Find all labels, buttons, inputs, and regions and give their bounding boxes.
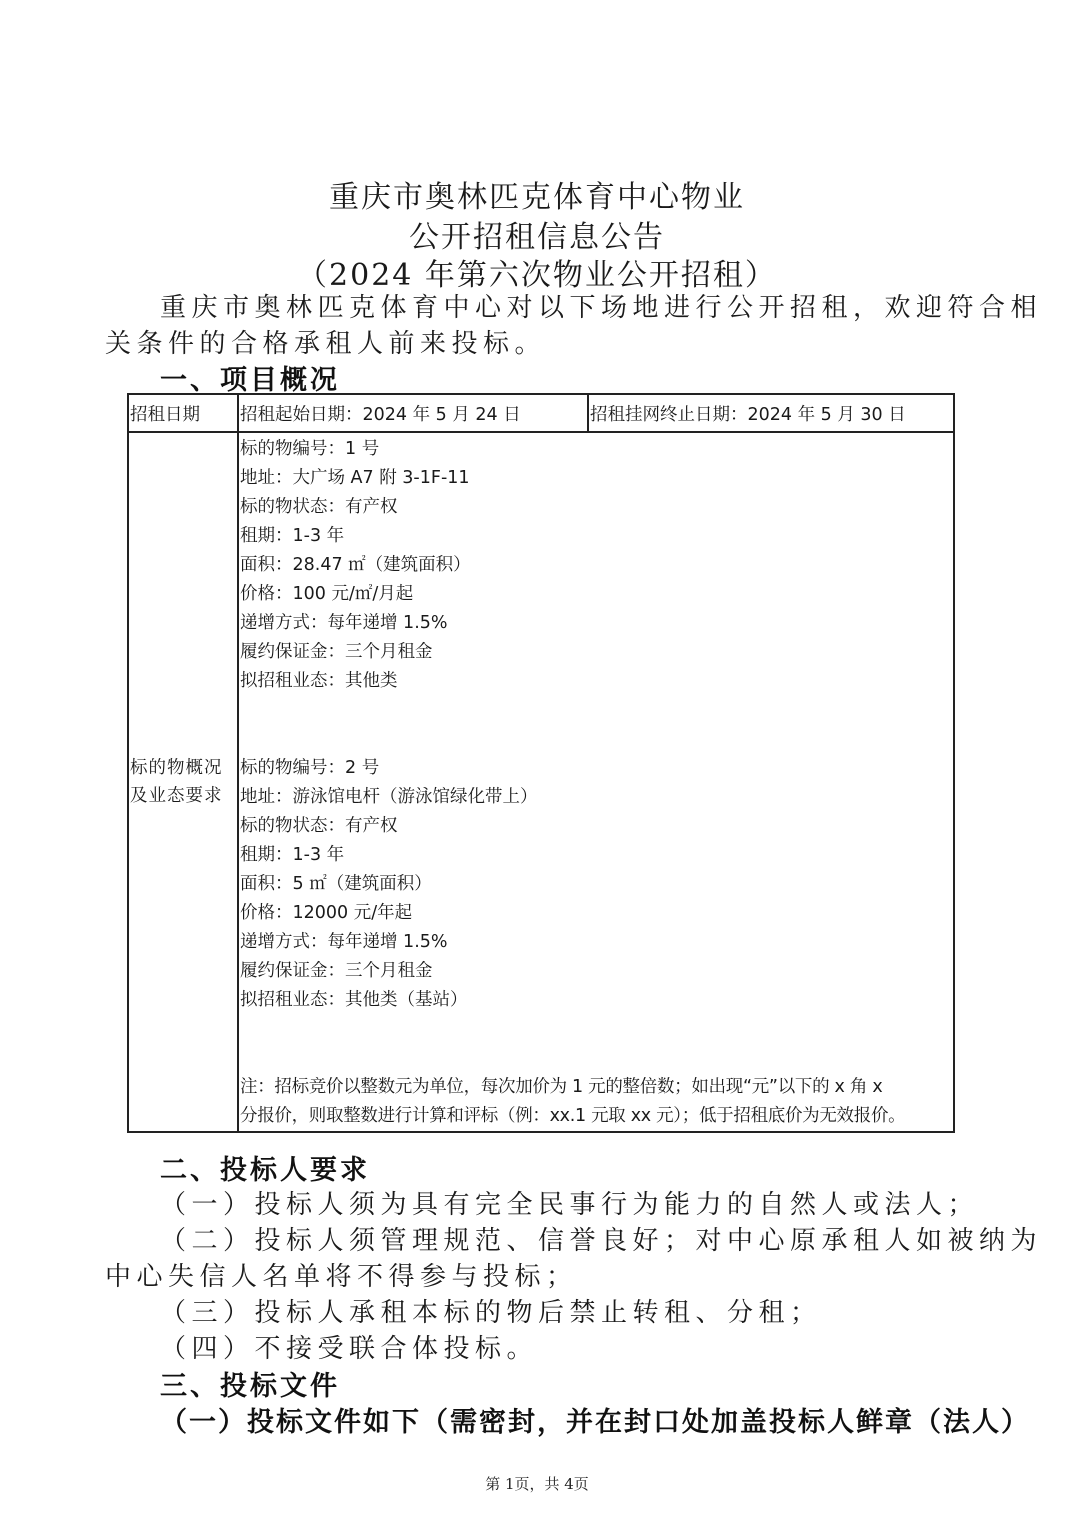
item-1-number: 标的物编号：1 号 <box>240 439 380 459</box>
note-line-1: 注：招标竞价以整数元为单位，每次加价为 1 元的整倍数；如出现“元”以下的 x 角 x <box>240 1077 883 1097</box>
item-2 <box>240 754 953 1015</box>
detail-label-cell <box>128 432 238 1132</box>
item-1 <box>240 435 953 696</box>
spacer <box>240 696 953 754</box>
date-row <box>128 394 954 432</box>
intro-line-1: 重庆市奥林匹克体育中心对以下场地进行公开招租，欢迎符合相 <box>160 293 1043 323</box>
item-2-address: 地址：游泳馆电杆（游泳馆绿化带上） <box>240 787 538 807</box>
item-2-price: 价格：12000 元/年起 <box>240 903 413 923</box>
start-date-cell: 招租起始日期：2024 年 5 月 24 日 <box>238 394 588 432</box>
item-1-status: 标的物状态：有产权 <box>240 497 398 517</box>
title-line-3: （2024 年第六次物业公开招租） <box>297 258 777 293</box>
item-2-area: 面积：5 ㎡（建筑面积） <box>240 874 432 894</box>
requirement-3: （三）投标人承租本标的物后禁止转租、分租； <box>160 1298 822 1328</box>
end-date-cell: 招租挂网终止日期：2024 年 5 月 30 日 <box>588 394 954 432</box>
item-2-status: 标的物状态：有产权 <box>240 816 398 836</box>
item-1-price: 价格：100 元/㎡/月起 <box>240 584 414 604</box>
item-2-term: 租期：1-3 年 <box>240 845 345 865</box>
requirement-2: （二）投标人须管理规范、信誉良好；对中心原承租人如被纳为 <box>160 1226 1043 1256</box>
section1-heading: 一、项目概况 <box>160 365 340 396</box>
item-1-deposit: 履约保证金：三个月租金 <box>240 642 433 662</box>
page-footer: 第 1页，共 4页 <box>485 1475 589 1493</box>
detail-label-line-2: 及业态要求 <box>130 786 223 806</box>
requirement-2-cont: 中心失信人名单将不得参与投标； <box>105 1262 578 1292</box>
requirement-4: （四）不接受联合体投标。 <box>160 1334 539 1364</box>
item-2-increase: 递增方式：每年递增 1.5% <box>240 932 448 952</box>
section2-heading: 二、投标人要求 <box>160 1155 370 1186</box>
spacer <box>240 1015 953 1073</box>
detail-label-line-1: 标的物概况 <box>130 758 223 778</box>
item-1-business: 拟招租业态：其他类 <box>240 671 398 691</box>
item-1-address: 地址：大广场 A7 附 3-1F-11 <box>240 468 470 488</box>
title-line-2: 公开招租信息公告 <box>409 220 665 255</box>
section3-heading: 三、投标文件 <box>160 1371 340 1402</box>
title-line-1: 重庆市奥林匹克体育中心物业 <box>329 180 745 215</box>
item-2-deposit: 履约保证金：三个月租金 <box>240 961 433 981</box>
item-1-area: 面积：28.47 ㎡（建筑面积） <box>240 555 471 575</box>
detail-row <box>128 432 954 1132</box>
item-2-business: 拟招租业态：其他类（基站） <box>240 990 468 1010</box>
intro-line-2: 关条件的合格承租人前来投标。 <box>105 329 547 359</box>
detail-content-cell <box>238 432 954 1132</box>
section3-sub1: （一）投标文件如下（需密封，并在封口处加盖投标人鲜章（法人） <box>160 1407 1030 1438</box>
item-1-increase: 递增方式：每年递增 1.5% <box>240 613 448 633</box>
date-label-cell: 招租日期 <box>128 394 238 432</box>
requirement-1: （一）投标人须为具有完全民事行为能力的自然人或法人； <box>160 1190 980 1220</box>
item-2-number: 标的物编号：2 号 <box>240 758 380 778</box>
note-line-2: 分报价，则取整数进行计算和评标（例：xx.1 元取 xx 元）；低于招租底价为无效报价。 <box>240 1106 906 1126</box>
item-1-term: 租期：1-3 年 <box>240 526 345 546</box>
project-overview-table <box>127 393 955 1133</box>
